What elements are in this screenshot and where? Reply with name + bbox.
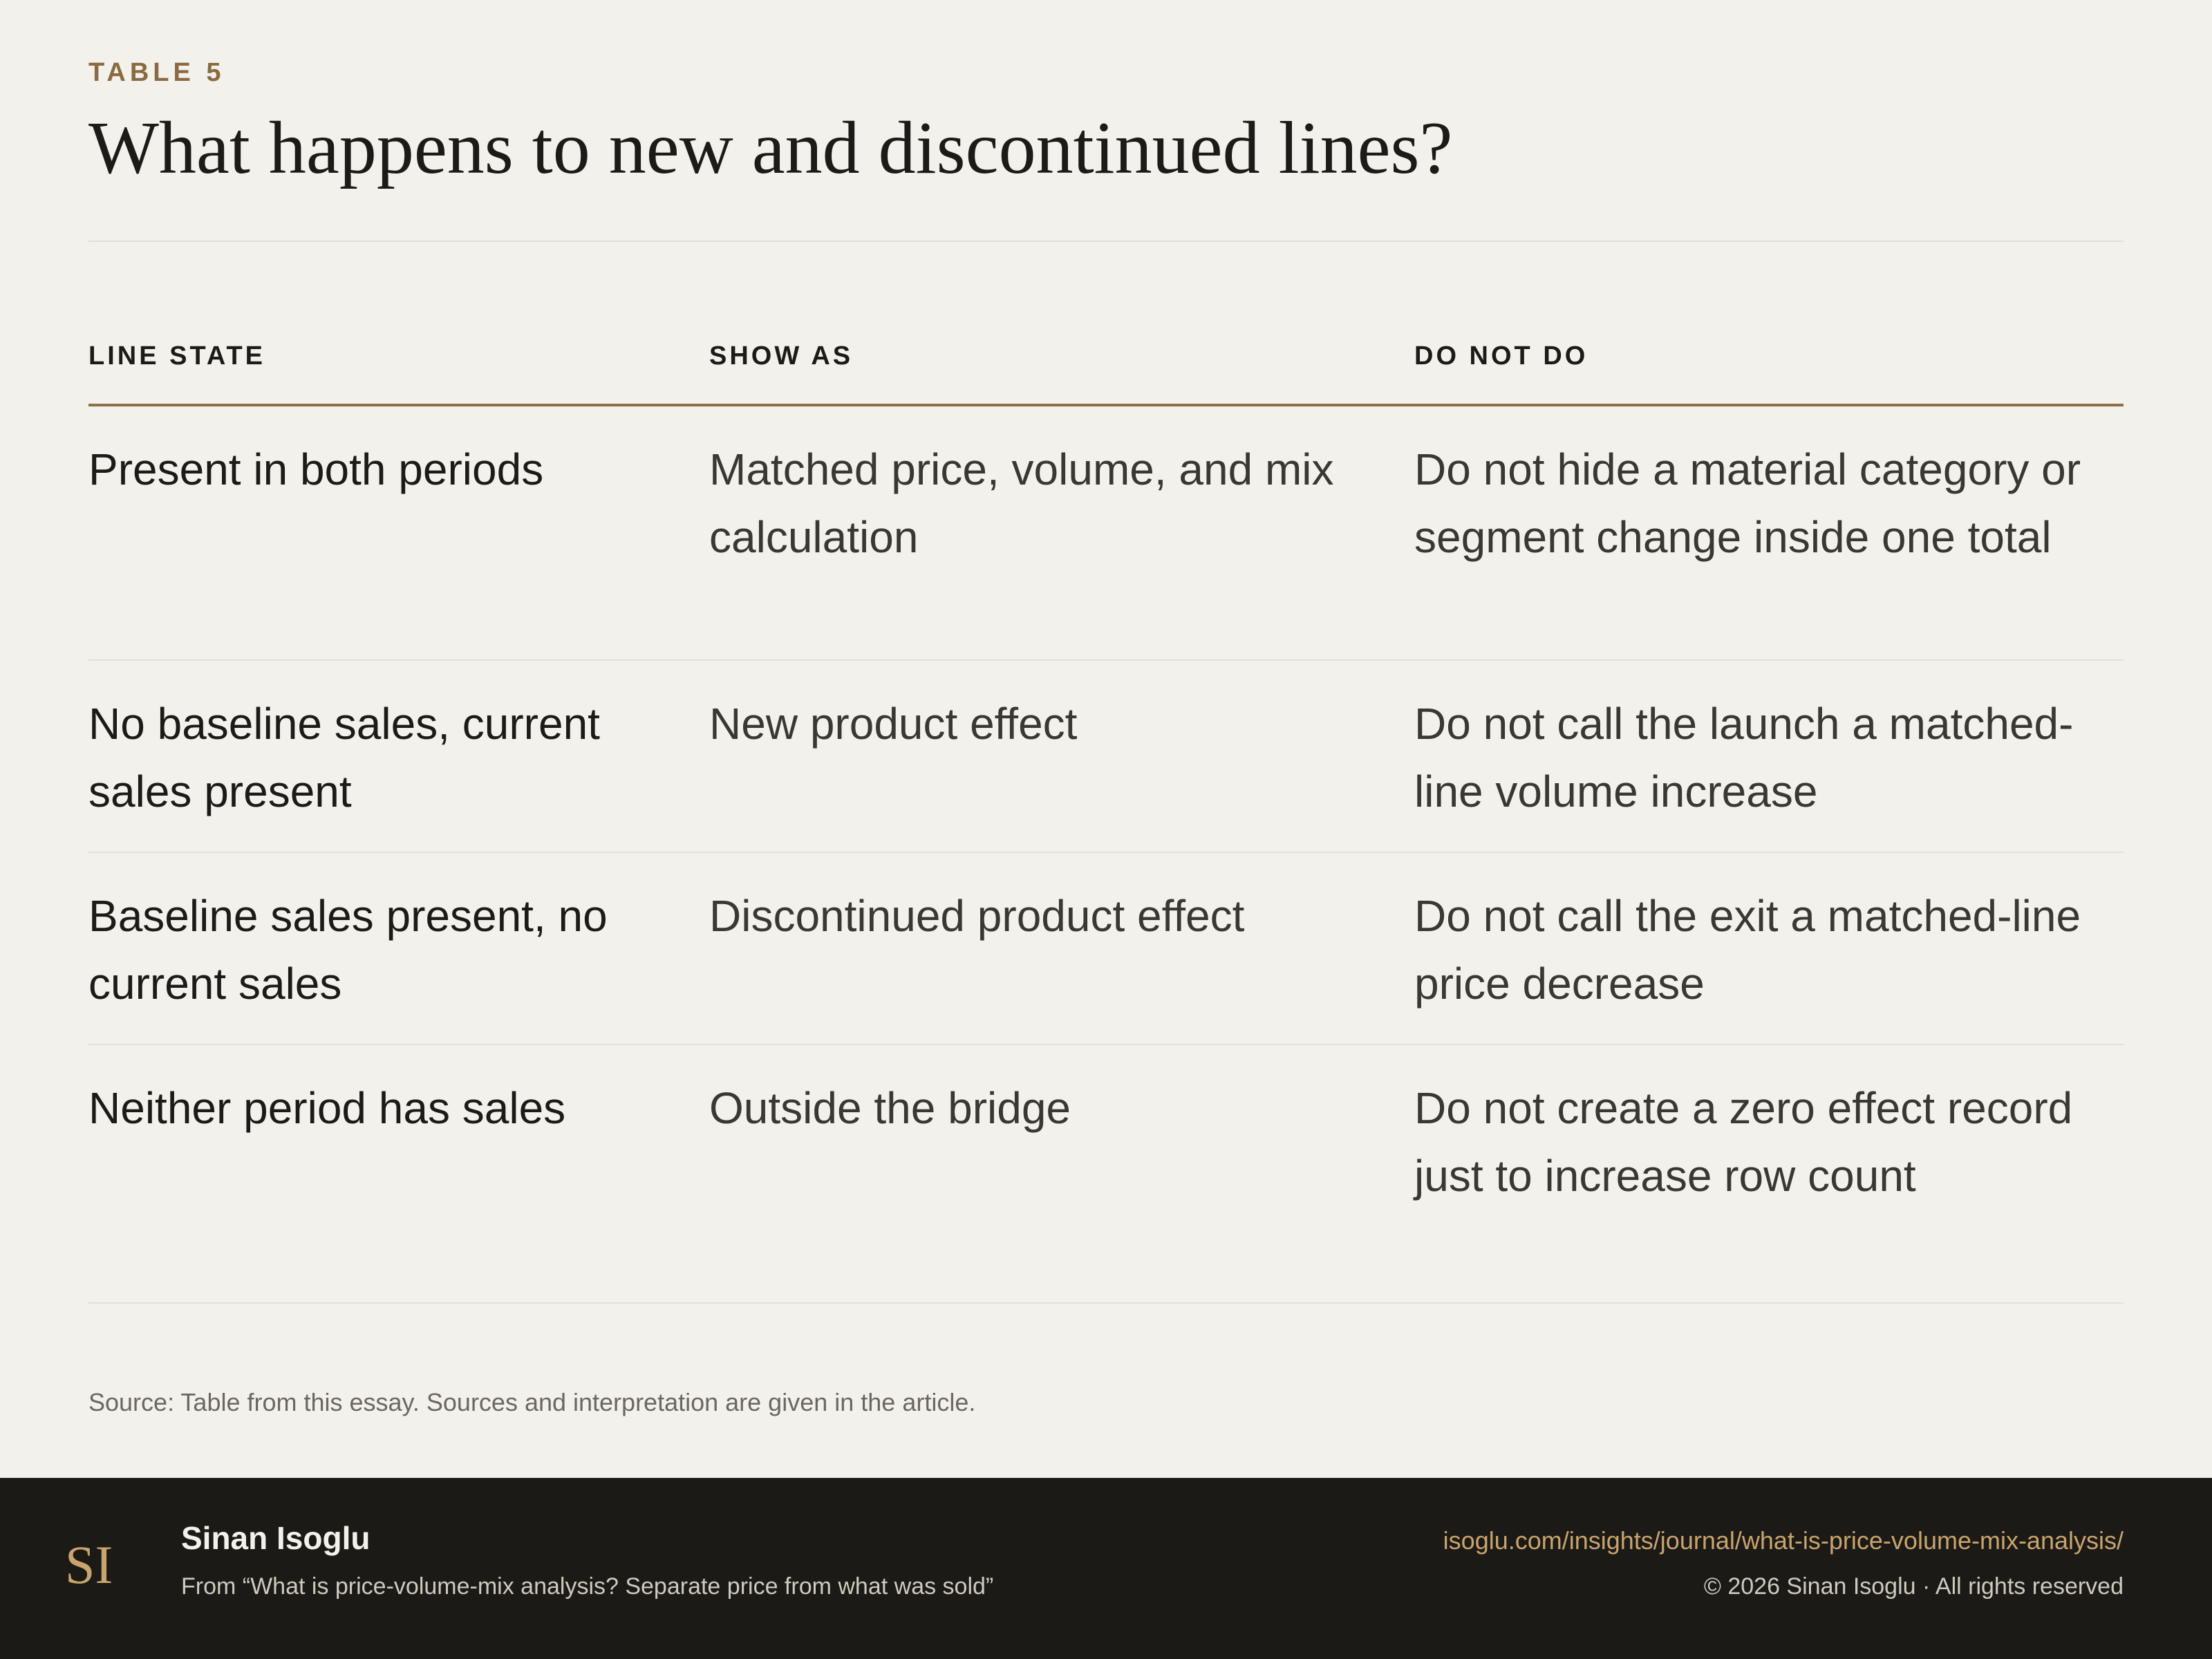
table-row bbox=[88, 406, 2124, 661]
footer bbox=[0, 1478, 2212, 1659]
cell-line-state: No baseline sales, current sales present bbox=[88, 699, 600, 816]
author-name: Sinan Isoglu bbox=[181, 1520, 371, 1556]
table-row bbox=[88, 661, 2124, 853]
table-card bbox=[88, 0, 2124, 1478]
column-header-show-as: SHOW AS bbox=[709, 341, 854, 371]
table-row bbox=[88, 853, 2124, 1045]
cell-line-state: Present in both periods bbox=[88, 444, 544, 494]
table-row bbox=[88, 1045, 2124, 1304]
cell-do-not-do: Do not hide a material category or segment change inside one total bbox=[1414, 444, 2081, 562]
cell-show-as: Discontinued product effect bbox=[709, 891, 1245, 941]
article-link[interactable]: isoglu.com/insights/journal/what-is-price-volume-mix-analysis/ bbox=[1443, 1526, 2124, 1555]
si-monogram-logo bbox=[61, 1533, 127, 1602]
cell-show-as: New product effect bbox=[709, 699, 1078, 749]
cell-line-state: Neither period has sales bbox=[88, 1083, 566, 1133]
table-header-row bbox=[88, 332, 2124, 406]
svg-text:SI: SI bbox=[65, 1535, 113, 1595]
table-number: TABLE 5 bbox=[88, 58, 225, 87]
cell-line-state: Baseline sales present, no current sales bbox=[88, 891, 608, 1009]
data-table bbox=[88, 332, 2124, 1304]
cell-show-as: Outside the bridge bbox=[709, 1083, 1071, 1133]
article-source: From “What is price-volume-mix analysis? Separate price from what was sold” bbox=[181, 1573, 994, 1600]
copyright: © 2026 Sinan Isoglu · All rights reserved bbox=[1703, 1573, 2124, 1600]
column-header-do-not-do: DO NOT DO bbox=[1414, 341, 1588, 371]
column-header-line-state: LINE STATE bbox=[88, 341, 266, 371]
page-title: What happens to new and discontinued lines? bbox=[88, 107, 1453, 189]
cell-do-not-do: Do not call the exit a matched-line price decrease bbox=[1414, 891, 2081, 1009]
cell-do-not-do: Do not create a zero effect record just to increase row count bbox=[1414, 1083, 2073, 1201]
cell-do-not-do: Do not call the launch a matched-line volume increase bbox=[1414, 699, 2074, 816]
cell-show-as: Matched price, volume, and mix calculation bbox=[709, 444, 1334, 562]
source-note: Source: Table from this essay. Sources and interpretation are given in the article. bbox=[88, 1388, 976, 1416]
title-divider bbox=[88, 241, 2124, 242]
